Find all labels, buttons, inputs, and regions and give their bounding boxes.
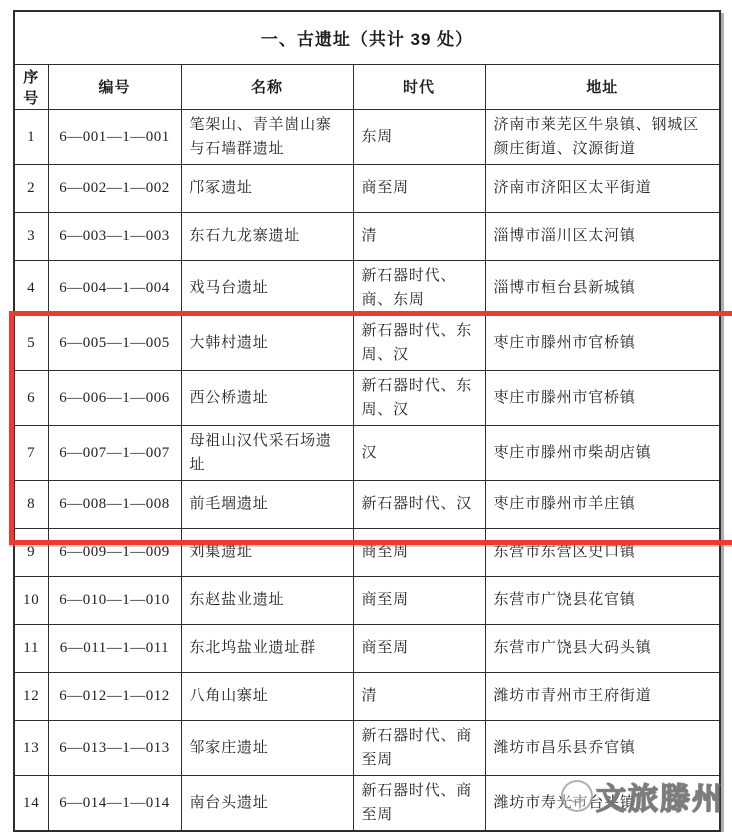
table-row	[14, 720, 720, 775]
cell-name: 东北坞盐业遗址群	[181, 624, 353, 672]
cell-seq: 4	[14, 260, 48, 315]
cell-era: 新石器时代、商至周	[353, 720, 485, 775]
cell-era: 清	[353, 212, 485, 260]
cell-code: 6—011—1—011	[48, 624, 181, 672]
cell-name: 八角山寨址	[181, 672, 353, 720]
cell-address: 枣庄市滕州市柴胡店镇	[485, 425, 720, 480]
column-header-era: 时代	[353, 64, 485, 109]
cell-address: 潍坊市青州市王府街道	[485, 672, 720, 720]
cell-code: 6—013—1—013	[48, 720, 181, 775]
table-body	[14, 109, 720, 831]
cell-era: 新石器时代、商、东周	[353, 260, 485, 315]
cell-seq: 3	[14, 212, 48, 260]
cell-address: 淄博市桓台县新城镇	[485, 260, 720, 315]
cell-name: 东石九龙寨遗址	[181, 212, 353, 260]
table-row	[14, 576, 720, 624]
cell-seq: 6	[14, 370, 48, 425]
table-row	[14, 212, 720, 260]
column-header-address: 地址	[485, 64, 720, 109]
cell-code: 6—008—1—008	[48, 480, 181, 528]
cell-address: 潍坊市寿光市台头镇	[485, 775, 720, 831]
column-header-seq: 序号	[14, 64, 48, 109]
cell-address: 淄博市淄川区太河镇	[485, 212, 720, 260]
table-row	[14, 528, 720, 576]
cell-code: 6—006—1—006	[48, 370, 181, 425]
cell-code: 6—010—1—010	[48, 576, 181, 624]
cell-seq: 5	[14, 315, 48, 370]
cell-address: 济南市济阳区太平街道	[485, 164, 720, 212]
cell-era: 东周	[353, 109, 485, 164]
column-header-code: 编号	[48, 64, 181, 109]
cell-era: 新石器时代、东周、汉	[353, 370, 485, 425]
cell-era: 商至周	[353, 624, 485, 672]
table-row	[14, 164, 720, 212]
cell-name: 大韩村遗址	[181, 315, 353, 370]
cell-code: 6—004—1—004	[48, 260, 181, 315]
table-title-row	[14, 11, 720, 64]
cell-era: 汉	[353, 425, 485, 480]
table-row-highlighted	[14, 315, 720, 370]
table-row-highlighted	[14, 425, 720, 480]
cell-era: 商至周	[353, 576, 485, 624]
table-row-highlighted	[14, 370, 720, 425]
cell-code: 6—009—1—009	[48, 528, 181, 576]
table-row	[14, 624, 720, 672]
cell-code: 6—001—1—001	[48, 109, 181, 164]
cell-name: 前毛堌遗址	[181, 480, 353, 528]
cell-era: 新石器时代、商至周	[353, 775, 485, 831]
cell-code: 6—002—1—002	[48, 164, 181, 212]
cell-name: 南台头遗址	[181, 775, 353, 831]
table-row	[14, 260, 720, 315]
column-header-name: 名称	[181, 64, 353, 109]
cell-seq: 2	[14, 164, 48, 212]
cell-name: 西公桥遗址	[181, 370, 353, 425]
cell-seq: 11	[14, 624, 48, 672]
cell-address: 枣庄市滕州市官桥镇	[485, 315, 720, 370]
cell-code: 6—007—1—007	[48, 425, 181, 480]
cell-address: 潍坊市昌乐县乔官镇	[485, 720, 720, 775]
table-row	[14, 775, 720, 831]
cell-seq: 12	[14, 672, 48, 720]
cell-name: 笔架山、青羊崮山寨与石墙群遗址	[181, 109, 353, 164]
cell-address: 东营市东营区史口镇	[485, 528, 720, 576]
cell-seq: 14	[14, 775, 48, 831]
relics-table-wrap	[13, 10, 721, 832]
cell-era: 新石器时代、东周、汉	[353, 315, 485, 370]
cell-address: 东营市广饶县大码头镇	[485, 624, 720, 672]
section-title: 一、古遗址（共计 39 处）	[14, 11, 720, 64]
cell-address: 济南市莱芜区牛泉镇、钢城区颜庄街道、汶源街道	[485, 109, 720, 164]
cell-code: 6—014—1—014	[48, 775, 181, 831]
cell-name: 邝冢遗址	[181, 164, 353, 212]
table-row-highlighted	[14, 480, 720, 528]
cell-era: 新石器时代、汉	[353, 480, 485, 528]
cell-seq: 7	[14, 425, 48, 480]
cell-name: 戏马台遗址	[181, 260, 353, 315]
cell-code: 6—012—1—012	[48, 672, 181, 720]
cell-name: 东赵盐业遗址	[181, 576, 353, 624]
relics-table	[13, 10, 721, 832]
cell-era: 商至周	[353, 164, 485, 212]
cell-code: 6—005—1—005	[48, 315, 181, 370]
cell-address: 枣庄市滕州市官桥镇	[485, 370, 720, 425]
cell-seq: 13	[14, 720, 48, 775]
cell-code: 6—003—1—003	[48, 212, 181, 260]
cell-seq: 9	[14, 528, 48, 576]
cell-name: 邹家庄遗址	[181, 720, 353, 775]
cell-seq: 1	[14, 109, 48, 164]
cell-name: 刘集遗址	[181, 528, 353, 576]
cell-seq: 8	[14, 480, 48, 528]
cell-address: 枣庄市滕州市羊庄镇	[485, 480, 720, 528]
cell-name: 母祖山汉代采石场遗址	[181, 425, 353, 480]
cell-era: 清	[353, 672, 485, 720]
cell-address: 东营市广饶县花官镇	[485, 576, 720, 624]
table-row	[14, 109, 720, 164]
cell-era: 商至周	[353, 528, 485, 576]
table-header-row	[14, 64, 720, 109]
cell-seq: 10	[14, 576, 48, 624]
table-row	[14, 672, 720, 720]
